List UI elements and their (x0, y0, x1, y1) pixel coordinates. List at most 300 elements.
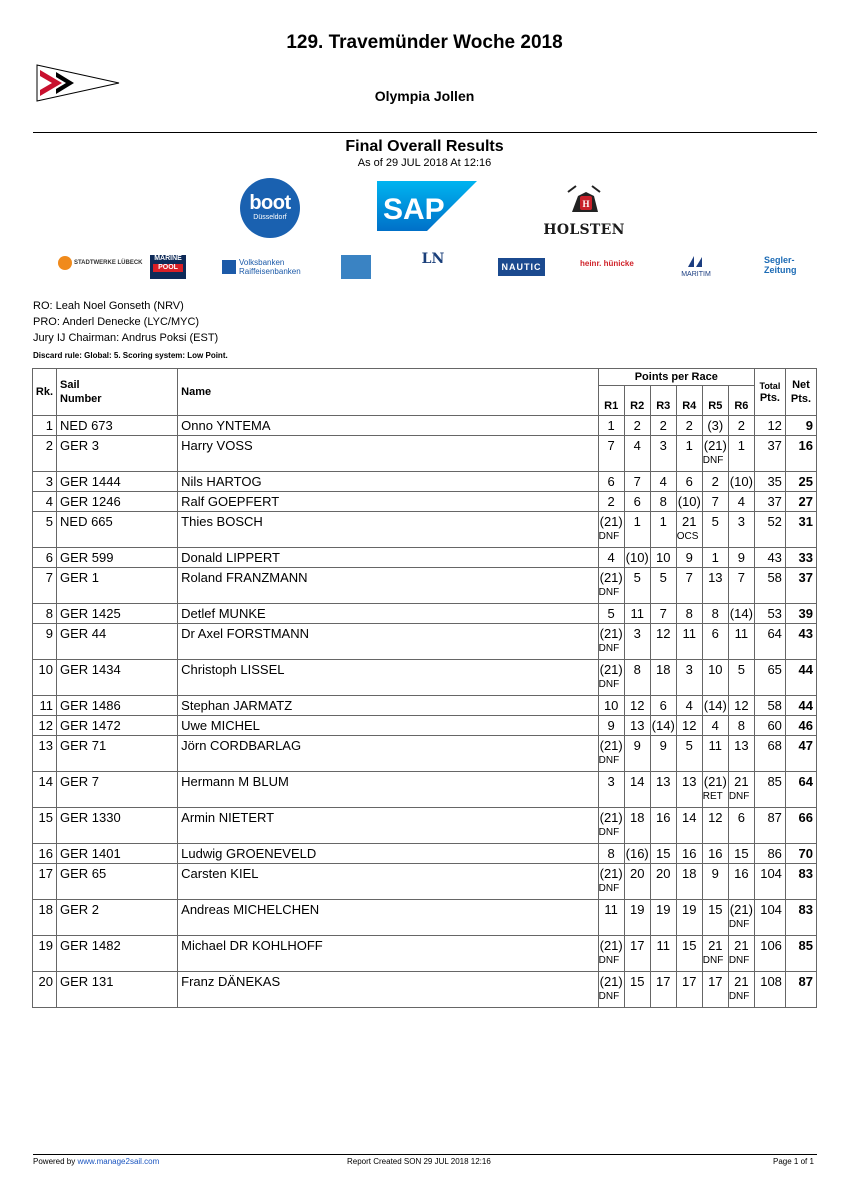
table-row (33, 492, 817, 512)
sail-number-cell: GER 71 (57, 736, 178, 772)
principal-race-officer: PRO: Anderl Denecke (LYC/MYC) (33, 316, 200, 328)
race-score-cell (676, 568, 702, 604)
net-points-cell: 83 (785, 864, 816, 900)
race-score-cell (650, 936, 676, 972)
race-score: 15 (656, 846, 671, 861)
rank-cell: 7 (33, 568, 57, 604)
race-score: 4 (685, 698, 693, 713)
race-score: (21) (729, 902, 753, 917)
race-score-cell (728, 936, 754, 972)
race-score: 12 (682, 718, 697, 733)
race-score: 4 (607, 550, 615, 565)
race-score-cell (624, 472, 650, 492)
race-score-cell (702, 808, 728, 844)
race-score: 17 (682, 974, 697, 989)
race-score-cell (676, 492, 702, 512)
race-score: 1 (659, 514, 667, 529)
race-score: 20 (656, 866, 671, 881)
sailor-name-cell: Thies BOSCH (178, 512, 599, 548)
segler-zeitung-logo: Segler- Zeitung (764, 255, 797, 275)
race-score: 1 (711, 550, 719, 565)
sail-number-cell: GER 1444 (57, 472, 178, 492)
race-penalty-code: DNF (728, 919, 750, 930)
race-score-cell (676, 900, 702, 936)
race-score-cell (702, 604, 728, 624)
race-penalty-code: DNF (728, 991, 750, 1002)
race-score-cell (676, 844, 702, 864)
table-row (33, 568, 817, 604)
race-penalty-code: DNF (598, 991, 620, 1002)
race-score: 9 (685, 550, 693, 565)
total-points-cell: 87 (754, 808, 785, 844)
race-score-cell (624, 492, 650, 512)
rank-cell: 11 (33, 696, 57, 716)
manage2sail-link[interactable]: www.manage2sail.com (77, 1157, 160, 1166)
race-score-cell (650, 604, 676, 624)
table-row (33, 416, 817, 436)
race-score-cell (676, 512, 702, 548)
race-score: 21 (734, 938, 749, 953)
race-score: (21) (599, 514, 623, 529)
race-header-r2: R2 (624, 386, 650, 416)
race-score-cell (702, 568, 728, 604)
sailor-name-cell: Detlef MUNKE (178, 604, 599, 624)
race-score: 18 (656, 662, 671, 677)
race-score-cell (702, 772, 728, 808)
net-header: Net Pts. (785, 369, 816, 416)
race-score: 19 (656, 902, 671, 917)
rank-cell: 18 (33, 900, 57, 936)
race-score: 5 (685, 738, 693, 753)
race-score-cell (676, 548, 702, 568)
race-score: (3) (707, 418, 724, 433)
net-points-cell: 47 (785, 736, 816, 772)
jury-chairman: Jury IJ Chairman: Andrus Poksi (EST) (33, 332, 219, 344)
rank-cell: 4 (33, 492, 57, 512)
total-points-cell: 106 (754, 936, 785, 972)
race-score-cell (728, 716, 754, 736)
race-header-r5: R5 (702, 386, 728, 416)
race-score: 16 (682, 846, 697, 861)
race-score-cell (728, 844, 754, 864)
race-score-cell (598, 512, 624, 548)
sailor-name-cell: Harry VOSS (178, 436, 599, 472)
race-score: 12 (629, 698, 645, 713)
race-penalty-code: DNF (598, 643, 620, 654)
sailor-name-cell: Christoph LISSEL (178, 660, 599, 696)
race-penalty-code: DNF (598, 679, 620, 690)
table-row (33, 972, 817, 1008)
race-score: 5 (607, 606, 615, 621)
race-score: 11 (682, 626, 697, 641)
table-row (33, 736, 817, 772)
net-points-cell: 70 (785, 844, 816, 864)
net-points-cell: 44 (785, 696, 816, 716)
table-row (33, 716, 817, 736)
race-penalty-code: DNF (598, 955, 620, 966)
sail-number-cell: GER 1434 (57, 660, 178, 696)
race-score-cell (728, 972, 754, 1008)
sailor-name-cell: Ralf GOEPFERT (178, 492, 599, 512)
race-score: 21 (734, 974, 749, 989)
race-score: (14) (729, 606, 753, 621)
race-score-cell (598, 864, 624, 900)
race-score: (10) (677, 494, 701, 509)
race-score: 3 (607, 774, 615, 789)
race-score-cell (728, 604, 754, 624)
net-points-cell: 16 (785, 436, 816, 472)
race-score: (21) (599, 866, 623, 881)
race-score: 4 (737, 494, 745, 509)
race-score-cell (598, 900, 624, 936)
rank-cell: 2 (33, 436, 57, 472)
net-points-cell: 46 (785, 716, 816, 736)
race-score: 16 (656, 810, 671, 825)
race-score-cell (650, 864, 676, 900)
race-score-cell (702, 660, 728, 696)
race-score: 7 (633, 474, 641, 489)
rank-cell: 14 (33, 772, 57, 808)
race-score: 2 (711, 474, 719, 489)
sailor-name-cell: Jörn CORDBARLAG (178, 736, 599, 772)
race-score-cell (702, 864, 728, 900)
race-score: 6 (737, 810, 745, 825)
race-score-cell (598, 772, 624, 808)
sail-header: Sail Number (57, 369, 178, 416)
race-score: 7 (685, 570, 693, 585)
race-score: (21) (599, 938, 623, 953)
total-points-cell: 12 (754, 416, 785, 436)
race-score-cell (702, 900, 728, 936)
race-score: 9 (633, 738, 641, 753)
svg-text:H: H (582, 199, 590, 209)
race-score-cell (624, 660, 650, 696)
total-points-cell: 85 (754, 772, 785, 808)
table-row (33, 512, 817, 548)
race-score-cell (728, 736, 754, 772)
race-score-cell (624, 972, 650, 1008)
net-points-cell: 66 (785, 808, 816, 844)
race-score: 20 (629, 866, 645, 881)
race-score: 12 (708, 810, 723, 825)
race-score-cell (624, 844, 650, 864)
race-score-cell (702, 512, 728, 548)
total-points-cell: 52 (754, 512, 785, 548)
race-score-cell (676, 436, 702, 472)
race-score: (14) (703, 698, 727, 713)
header-divider (33, 132, 817, 133)
sail-number-cell: GER 1425 (57, 604, 178, 624)
race-score-cell (702, 972, 728, 1008)
race-score-cell (624, 568, 650, 604)
race-score: 8 (685, 606, 693, 621)
race-score-cell (728, 548, 754, 568)
race-score-cell (624, 936, 650, 972)
rank-cell: 8 (33, 604, 57, 624)
race-score-cell (650, 436, 676, 472)
race-score: 6 (711, 626, 719, 641)
race-score: 8 (633, 662, 641, 677)
sailor-name-cell: Nils HARTOG (178, 472, 599, 492)
race-score: 21 (734, 774, 749, 789)
race-score-cell (728, 568, 754, 604)
race-score-cell (650, 900, 676, 936)
sail-number-cell: GER 3 (57, 436, 178, 472)
race-score: 6 (685, 474, 693, 489)
table-row (33, 548, 817, 568)
race-score-cell (650, 696, 676, 716)
race-score-cell (598, 844, 624, 864)
race-score-cell (598, 548, 624, 568)
race-score: 16 (708, 846, 723, 861)
results-table (32, 368, 817, 1008)
officials-list (33, 298, 218, 346)
sailor-name-cell: Carsten KIEL (178, 864, 599, 900)
race-header-r1: R1 (598, 386, 624, 416)
table-row (33, 696, 817, 716)
race-score: 13 (734, 738, 749, 753)
race-score: 2 (737, 418, 745, 433)
svg-text:SAP: SAP (383, 193, 445, 226)
race-score-cell (624, 624, 650, 660)
race-score-cell (702, 492, 728, 512)
total-points-cell: 104 (754, 864, 785, 900)
race-score: 6 (607, 474, 615, 489)
race-score-cell (728, 660, 754, 696)
race-score-cell (702, 716, 728, 736)
total-header: Total Pts. (754, 369, 785, 416)
sailor-name-cell: Ludwig GROENEVELD (178, 844, 599, 864)
rank-cell: 6 (33, 548, 57, 568)
race-score-cell (650, 416, 676, 436)
race-score-cell (728, 472, 754, 492)
net-points-cell: 87 (785, 972, 816, 1008)
race-score-cell (676, 736, 702, 772)
results-title: Final Overall Results (345, 138, 504, 155)
race-score-cell (728, 624, 754, 660)
race-score-cell (728, 696, 754, 716)
race-score-cell (702, 936, 728, 972)
race-penalty-code: DNF (598, 883, 620, 894)
race-score-cell (728, 512, 754, 548)
points-per-race-header: Points per Race (598, 369, 754, 386)
race-score-cell (676, 772, 702, 808)
sail-number-cell: GER 1482 (57, 936, 178, 972)
name-header: Name (178, 369, 599, 416)
race-score-cell (624, 416, 650, 436)
race-score: 12 (734, 698, 749, 713)
race-score-cell (728, 900, 754, 936)
net-points-cell: 83 (785, 900, 816, 936)
total-points-cell: 37 (754, 436, 785, 472)
race-score-cell (702, 472, 728, 492)
race-score-cell (676, 472, 702, 492)
race-penalty-code: DNF (702, 955, 724, 966)
race-score: 9 (737, 550, 745, 565)
race-score: 2 (633, 418, 641, 433)
total-points-cell: 37 (754, 492, 785, 512)
race-score: 11 (708, 738, 723, 753)
table-row (33, 864, 817, 900)
sail-number-cell: GER 2 (57, 900, 178, 936)
race-score: (21) (599, 810, 623, 825)
race-score-cell (676, 972, 702, 1008)
race-score: 10 (603, 698, 619, 713)
rank-cell: 13 (33, 736, 57, 772)
results-date: As of 29 JUL 2018 At 12:16 (357, 157, 492, 169)
race-score: 8 (607, 846, 615, 861)
race-score-cell (650, 472, 676, 492)
sail-number-cell: GER 1472 (57, 716, 178, 736)
race-score-cell (676, 716, 702, 736)
net-points-cell: 9 (785, 416, 816, 436)
race-score-cell (702, 696, 728, 716)
race-score: 10 (656, 550, 671, 565)
race-score: 9 (607, 718, 615, 733)
table-row (33, 900, 817, 936)
race-score: 17 (656, 974, 671, 989)
table-row (33, 936, 817, 972)
rank-cell: 9 (33, 624, 57, 660)
race-score: 14 (629, 774, 645, 789)
race-score-cell (702, 548, 728, 568)
race-score: 21 (708, 938, 723, 953)
race-score: 1 (607, 418, 615, 433)
stadtwerke-logo: STADTWERKE LÜBECK (58, 256, 143, 270)
race-score-cell (728, 808, 754, 844)
ln-logo: LN (421, 251, 445, 267)
race-score-cell (624, 772, 650, 808)
race-score: 11 (630, 606, 644, 621)
race-score: 1 (737, 438, 745, 453)
total-points-cell: 58 (754, 696, 785, 716)
race-score: 18 (629, 810, 645, 825)
rank-cell: 10 (33, 660, 57, 696)
race-score: 4 (633, 438, 641, 453)
race-penalty-code: OCS (676, 531, 699, 542)
race-score-cell (676, 808, 702, 844)
rank-cell: 1 (33, 416, 57, 436)
race-score: 11 (604, 902, 618, 917)
race-score: 10 (708, 662, 723, 677)
net-points-cell: 37 (785, 568, 816, 604)
race-penalty-code: RET (702, 791, 723, 802)
race-score: 12 (656, 626, 671, 641)
sap-logo (377, 181, 477, 231)
table-header-row (33, 369, 817, 386)
race-score: 9 (711, 866, 719, 881)
sail-number-cell: NED 673 (57, 416, 178, 436)
race-score-cell (650, 736, 676, 772)
nautic-logo: NAUTIC (498, 258, 545, 276)
race-score: (21) (599, 738, 623, 753)
race-score-cell (676, 864, 702, 900)
race-score: 3 (659, 438, 667, 453)
race-score-cell (650, 548, 676, 568)
rank-cell: 12 (33, 716, 57, 736)
race-score: (10) (625, 550, 649, 565)
race-score: 3 (633, 626, 641, 641)
race-score: 15 (734, 846, 749, 861)
race-score-cell (624, 548, 650, 568)
net-points-cell: 39 (785, 604, 816, 624)
race-score: 13 (708, 570, 723, 585)
race-score: 11 (656, 938, 670, 953)
race-score: 14 (682, 810, 697, 825)
race-score: 9 (659, 738, 667, 753)
sail-number-cell: GER 65 (57, 864, 178, 900)
race-score: 5 (633, 570, 641, 585)
race-score-cell (598, 436, 624, 472)
race-score-cell (702, 736, 728, 772)
table-row (33, 772, 817, 808)
race-score: 19 (682, 902, 697, 917)
race-score: 5 (737, 662, 745, 677)
sail-icon (684, 256, 708, 268)
sail-number-cell: GER 1330 (57, 808, 178, 844)
net-points-cell: 27 (785, 492, 816, 512)
total-points-cell: 68 (754, 736, 785, 772)
sailor-name-cell: Roland FRANZMANN (178, 568, 599, 604)
net-points-cell: 31 (785, 512, 816, 548)
race-score: 15 (708, 902, 723, 917)
rank-cell: 15 (33, 808, 57, 844)
race-penalty-code: DNF (598, 827, 620, 838)
sailor-name-cell: Uwe MICHEL (178, 716, 599, 736)
race-score-cell (728, 492, 754, 512)
race-score-cell (624, 864, 650, 900)
table-row (33, 472, 817, 492)
race-score: (21) (599, 662, 623, 677)
table-row (33, 660, 817, 696)
race-penalty-code: DNF (728, 955, 750, 966)
total-points-cell: 64 (754, 624, 785, 660)
net-points-cell: 43 (785, 624, 816, 660)
race-score-cell (598, 604, 624, 624)
race-score-cell (598, 808, 624, 844)
race-score: (21) (599, 626, 623, 641)
marinepool-logo: MARINE POOL (150, 255, 186, 279)
sailor-name-cell: Onno YNTEMA (178, 416, 599, 436)
sail-number-cell: GER 1401 (57, 844, 178, 864)
holsten-knight-icon (564, 182, 604, 218)
race-score: 7 (737, 570, 745, 585)
total-points-cell: 58 (754, 568, 785, 604)
sail-number-cell: GER 7 (57, 772, 178, 808)
page-title: 129. Travemünder Woche 2018 (286, 32, 563, 53)
race-score-cell (676, 624, 702, 660)
race-score: 13 (682, 774, 697, 789)
net-points-cell: 64 (785, 772, 816, 808)
sail-number-cell: GER 599 (57, 548, 178, 568)
race-score: 17 (708, 974, 723, 989)
total-points-cell: 53 (754, 604, 785, 624)
race-score-cell (624, 604, 650, 624)
total-points-cell: 65 (754, 660, 785, 696)
net-points-cell: 85 (785, 936, 816, 972)
race-score: (21) (599, 570, 623, 585)
race-score-cell (598, 416, 624, 436)
race-score: (10) (729, 474, 753, 489)
race-score: 15 (682, 938, 697, 953)
race-penalty-code: DNF (702, 455, 724, 466)
race-score-cell (650, 568, 676, 604)
race-score-cell (702, 416, 728, 436)
race-score-cell (598, 568, 624, 604)
race-header-r3: R3 (650, 386, 676, 416)
table-row (33, 844, 817, 864)
sail-number-cell: GER 1486 (57, 696, 178, 716)
